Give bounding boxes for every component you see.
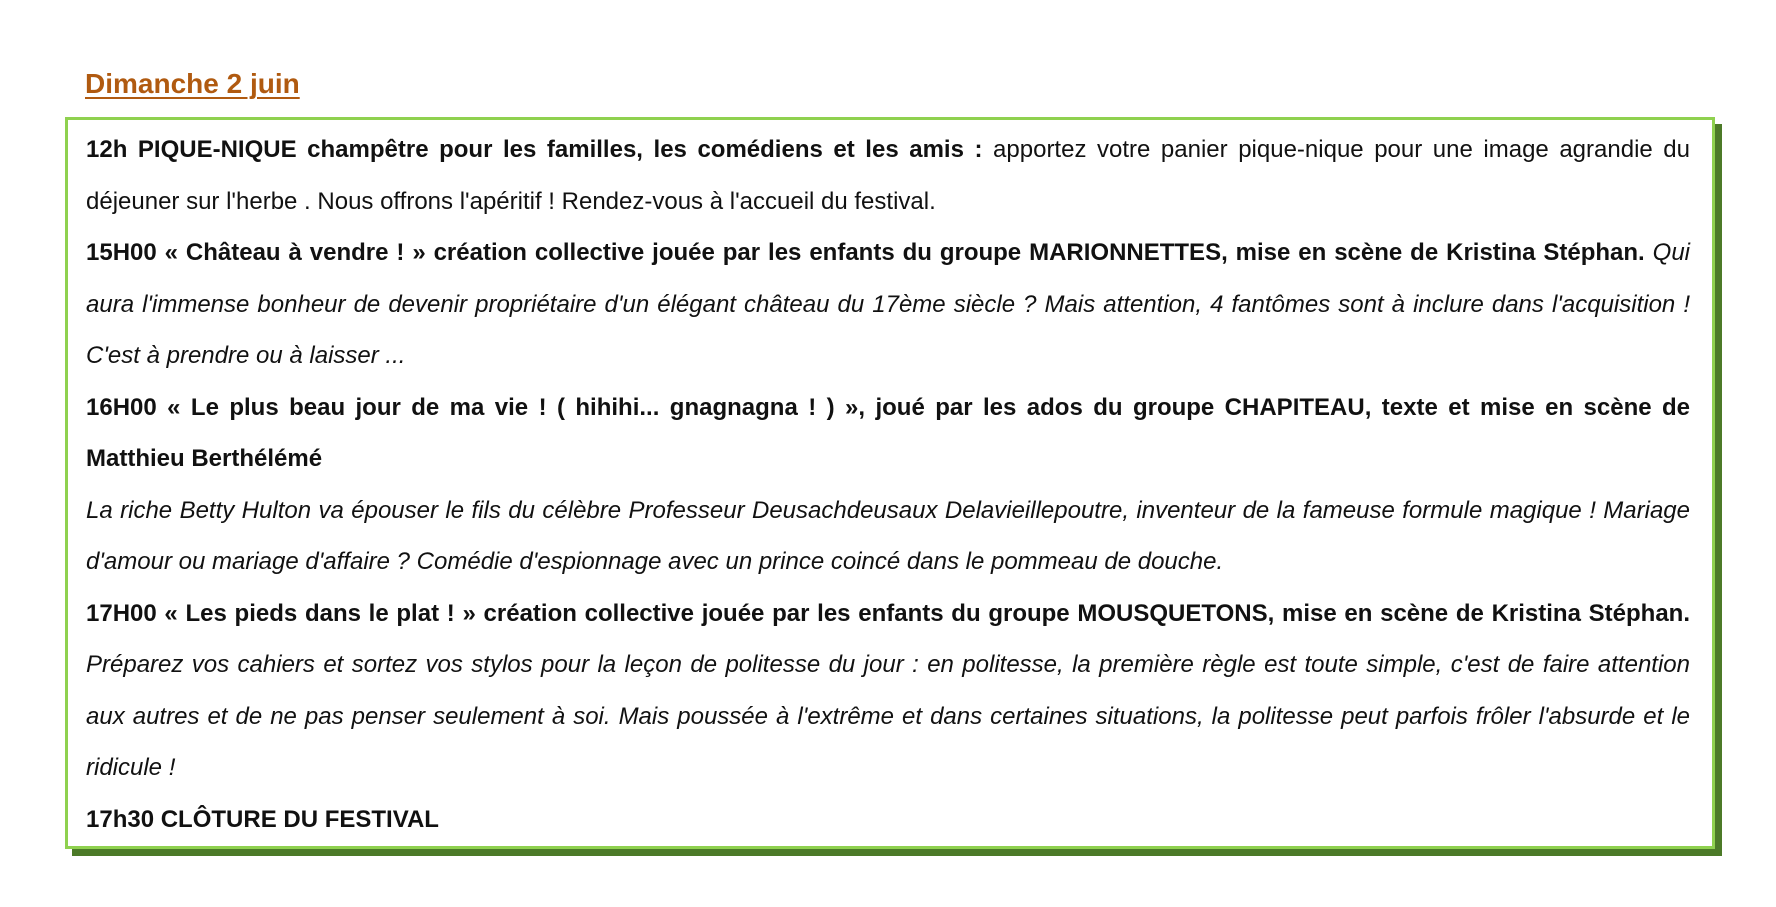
section-heading: Dimanche 2 juin (85, 68, 300, 99)
program-content (86, 124, 1690, 845)
event-title: 12h PIQUE-NIQUE champêtre pour les familles, les comédiens et les amis : (86, 136, 983, 163)
event-plus-beau-jour (86, 382, 1690, 485)
event-pieds-dans-le-plat (86, 588, 1690, 794)
event-title: 15H00 « Château à vendre ! » création collective jouée par les enfants du groupe MARIONNETTES, mise en scène de Kristina Stéphan. (86, 239, 1645, 266)
event-text: apportez votre panier pique-nique pour une image agrandie du déjeuner sur l'herbe . Nous offrons l'apéritif ! Rendez-vous à l'accueil du festival. (86, 136, 1691, 215)
event-description: La riche Betty Hulton va épouser le fils du célèbre Professeur Deusachdeusaux Delavieillepoutre, inventeur de la fameuse formule magique ! Mariage d'amour ou mariage d'affaire ? Comédie d'espionnage avec un prince coincé dans le pommeau de douche. (86, 496, 1690, 575)
event-chateau (86, 227, 1690, 382)
event-plus-beau-jour-description (86, 485, 1690, 588)
event-title: 16H00 « Le plus beau jour de ma vie ! ( hihihi... gnagnagna ! ) », joué par les ados du groupe CHAPITEAU, texte et mise en scène de Matthieu Berthélémé (86, 393, 1690, 472)
event-cloture (86, 794, 1690, 846)
event-description: Préparez vos cahiers et sortez vos stylos pour la leçon de politesse du jour : en politesse, la première règle est toute simple, c'est de faire attention aux autres et de ne pas penser seulement à soi. Mais poussée à l'extrême et dans certaines situations, la politesse peut parfois frôler l'absurde et le ridicule ! (86, 651, 1690, 781)
event-description: Qui aura l'immense bonheur de devenir propriétaire d'un élégant château du 17ème siècle ? Mais attention, 4 fantômes sont à inclure dans l'acquisition ! C'est à prendre ou à laisser ... (86, 239, 1691, 369)
event-title: 17h30 CLÔTURE DU FESTIVAL (86, 805, 439, 833)
program-box (65, 117, 1715, 849)
event-picnic (86, 124, 1690, 227)
event-title: 17H00 « Les pieds dans le plat ! » création collective jouée par les enfants du groupe MOUSQUETONS, mise en scène de Kristina Stéphan. (86, 599, 1690, 627)
